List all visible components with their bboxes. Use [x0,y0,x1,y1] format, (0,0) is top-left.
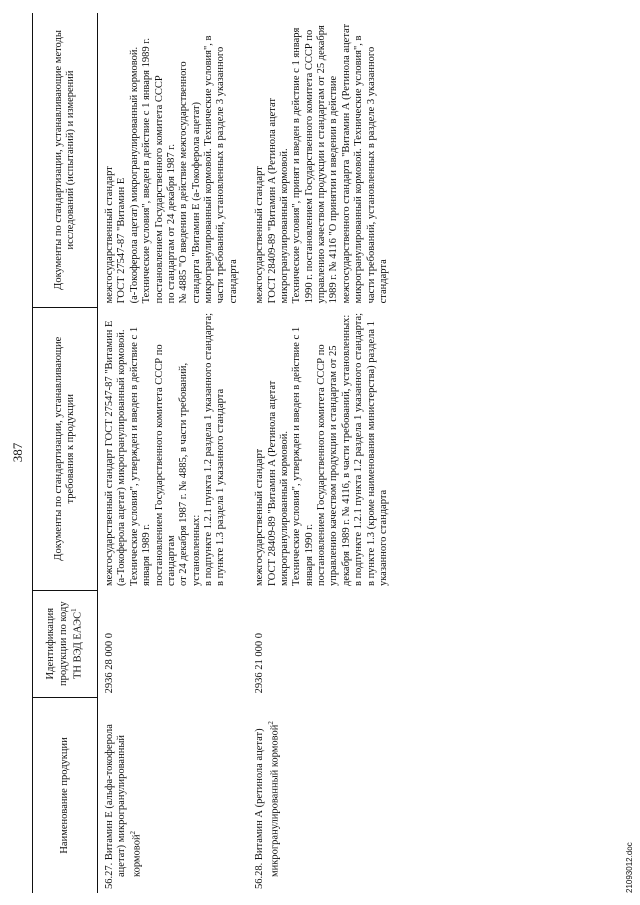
table-row [242,13,392,893]
document-filename: 21093012.doc [625,842,634,893]
row-methods: межгосударственный стандарт ГОСТ 27547-87 "Витамин Е (а-Токоферола ацетат) микрогранулированный кормовой. Технические условия", введен в действие с 1 января 1989 г. постановлением Государственного комитета СССР по стандартам от 24 декабря 1987 г. № 4885 "О введении в действие межгосударственного стандарта "Витамин Е (а-Токоферола ацетат) микрогранулированный кормовой. Технические условия", в части требований, установленных в разделе 3 указанного стандарта [104,35,239,304]
row-name: 56.27. Витамин Е (альфа-токоферола ацетат) микрогранулированный кормовой$^2$ [104,724,143,889]
table-row [98,13,243,893]
header-code: Идентификация продукции по коду ТН ВЭД ЕАЭС$^1$ [33,590,98,697]
row-standards: межгосударственный стандарт ГОСТ 28409-89 "Витамин А (Ретинола ацетат микрогранулированный кормовой. Технические условия", утвержден и введен в действие с 1 января 1990 г. постановлением Государственного комитета СССР по управлению качеством продукции и стандартам от 25 декабря 1989 г. № 4116, в части требований, установленных: в подпункте 1.2.1 пункта 1.2 раздела 1 указанного стандарта; в пункте 1.3 (кроме наименования министерства) раздела 1 указанного стандарта [254,312,389,587]
header-name: Наименование продукции [33,697,98,893]
page-number: 387 [10,442,25,463]
table-header-row [33,13,98,893]
row-standards: межгосударственный стандарт ГОСТ 27547-87 "Витамин Е (а-Токоферола ацетат) микрогранулированный кормовой. Технические условия", утвержден и введен в действие с 1 января 1989 г. постановлением Государственного комитета СССР по стандартам от 24 декабря 1987 г. № 4885, в части требований, установленных: в подпункте 1.2.1 пункта 1.2 раздела 1 указанного стандарта; в пункте 1.3 раздела 1 указанного стандарта [104,312,227,587]
row-methods: межгосударственный стандарт ГОСТ 28409-89 "Витамин А (Ретинола ацетат микрогранулированный кормовой. Технические условия", принят и введен в действие с 1 января 1990 г. постановлением Государственного комитета СССР по управлению качеством продукции и стандартам от 25 декабря 1989 г. № 4116 "О принятии и введении в действие межгосударственного стандарта "Витамин А (Ретинола ацетат микрогранулированный кормовой. Технические условия", в части требований, установленных в разделе 3 указанного стандарта [254,23,389,304]
row-name: 56.28. Витамин А (ретинола ацетат) микрогранулированный кормовой$^2$ [254,721,280,889]
row-code: 2936 28 000 0 [104,633,115,694]
row-code: 2936 21 000 0 [254,633,266,694]
standards-table [32,13,392,893]
header-standards: Документы по стандартизации, устанавливающие требования к продукции [33,307,98,590]
header-methods: Документы по стандартизации, устанавливающие методы исследований (испытаний) и измерений [33,13,98,307]
